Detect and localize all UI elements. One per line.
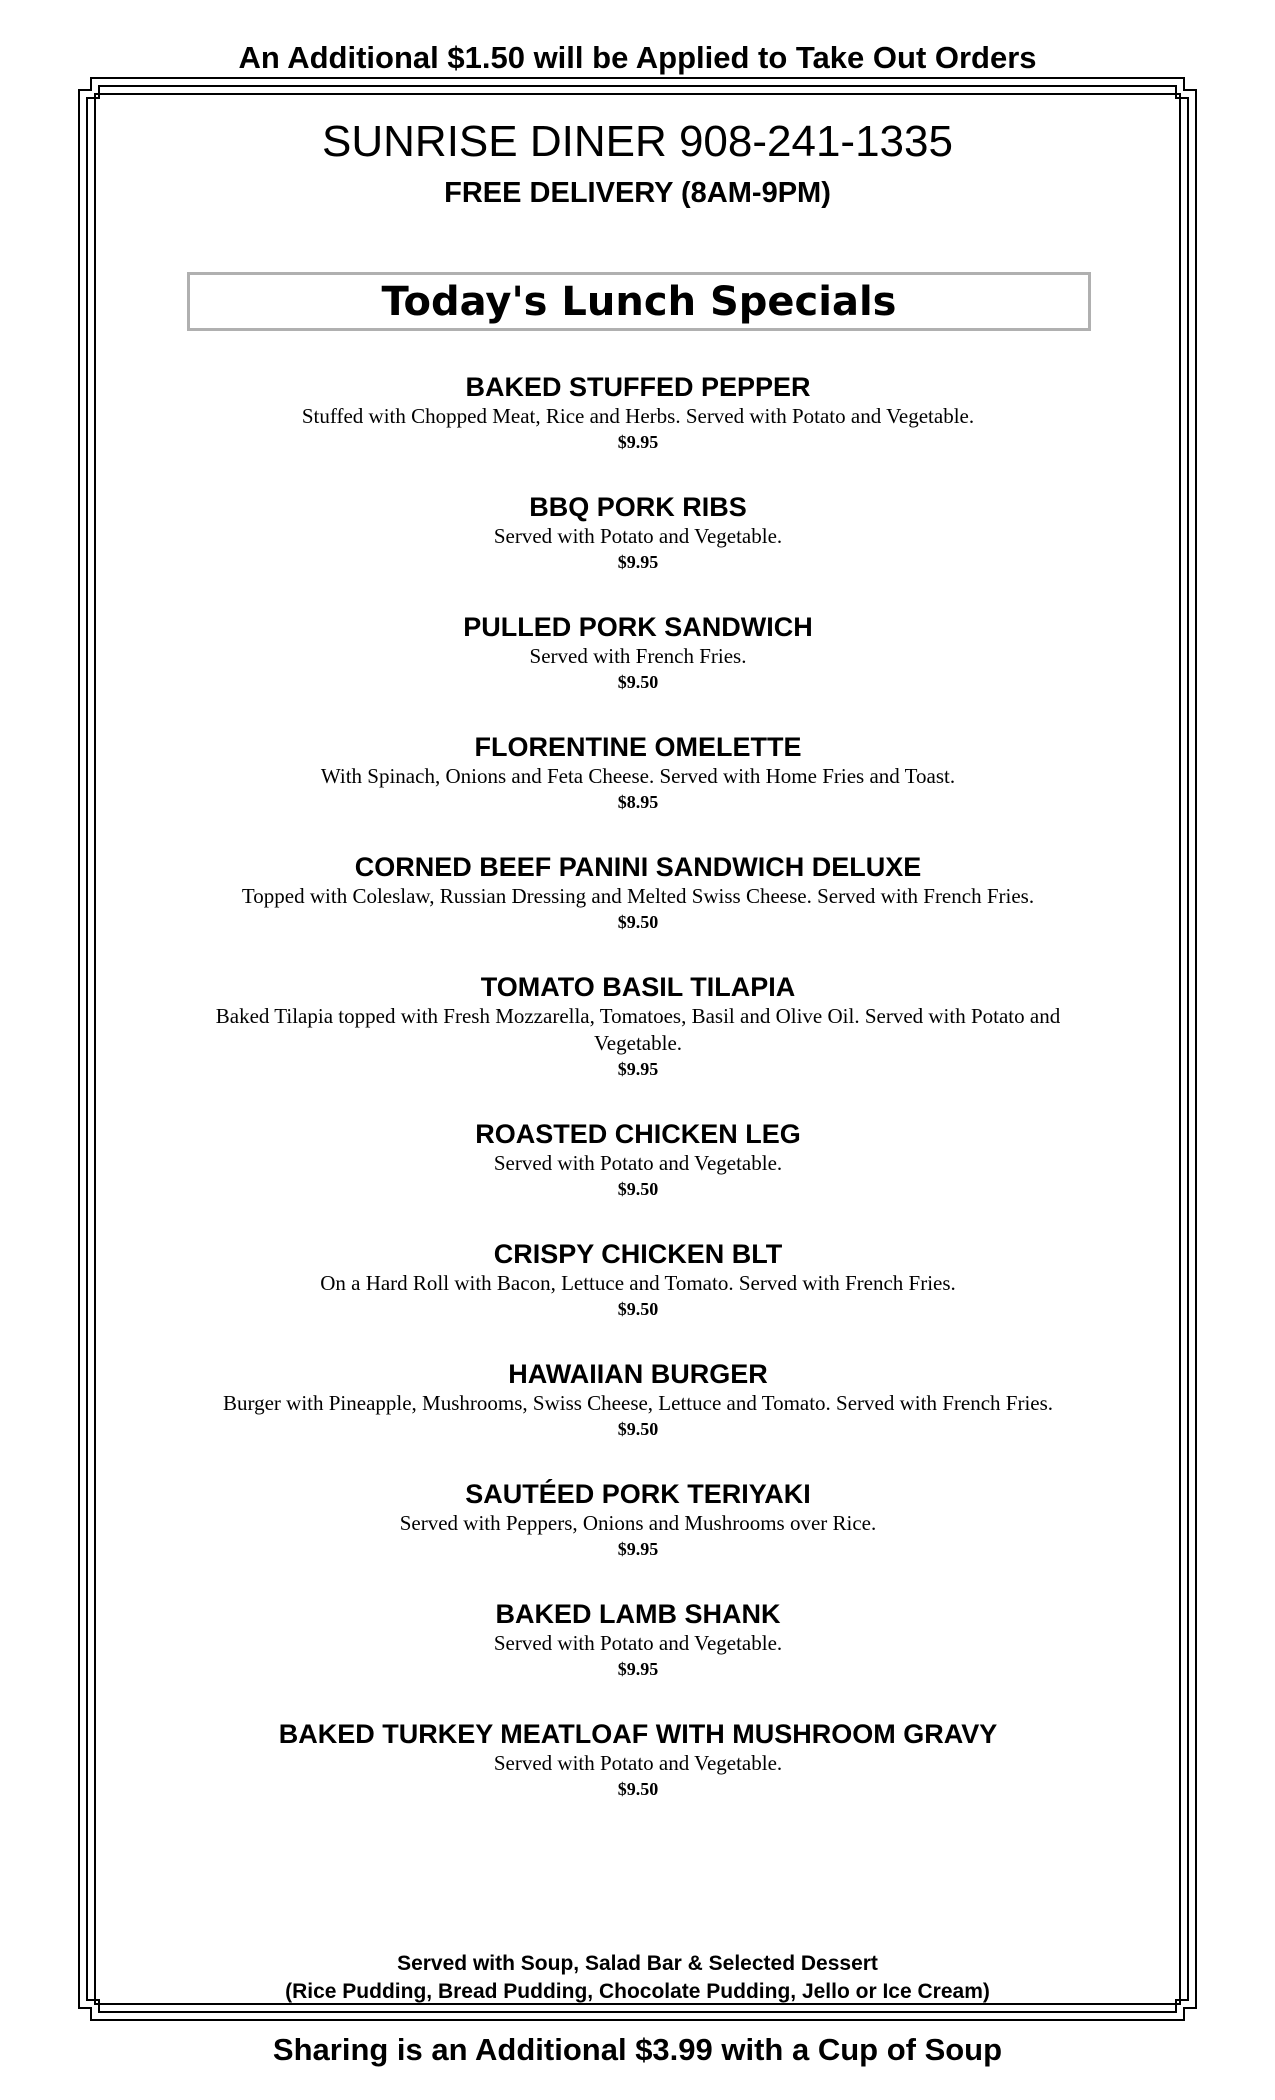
menu-item xyxy=(190,971,1086,1082)
menu-item-price: $9.95 xyxy=(617,1659,659,1679)
dessert-options-line: (Rice Pudding, Bread Pudding, Chocolate Pudding, Jello or Ice Cream) xyxy=(285,1980,990,2003)
menu-item xyxy=(190,611,1086,695)
menu-item-title: CORNED BEEF PANINI SANDWICH DELUXE xyxy=(354,852,922,882)
menu-item-price: $9.50 xyxy=(617,672,659,692)
menu-item-price: $9.50 xyxy=(617,1299,659,1319)
menu-item-title: BAKED TURKEY MEATLOAF WITH MUSHROOM GRAVY xyxy=(278,1719,998,1749)
menu-item xyxy=(190,1598,1086,1682)
menu-item xyxy=(190,1118,1086,1202)
specials-title: Today's Lunch Specials xyxy=(381,278,897,325)
specials-heading xyxy=(187,272,1091,331)
menu-item-description: Served with French Fries. xyxy=(529,644,747,668)
menu-item-description: On a Hard Roll with Bacon, Lettuce and Tomato. Served with French Fries. xyxy=(320,1271,956,1295)
restaurant-header xyxy=(0,115,1275,211)
restaurant-name-phone: SUNRISE DINER 908-241-1335 xyxy=(322,117,953,166)
menu-item-price: $9.95 xyxy=(617,1059,659,1079)
takeout-notice: An Additional $1.50 will be Applied to Take Out Orders xyxy=(238,40,1037,75)
menu-item-title: SAUTÉED PORK TERIYAKI xyxy=(465,1479,811,1509)
menu-item-description: Served with Potato and Vegetable. xyxy=(493,1631,783,1655)
menu-item-description: Served with Peppers, Onions and Mushrooms over Rice. xyxy=(399,1511,877,1535)
menu-item-price: $9.50 xyxy=(617,912,659,932)
menu-item-description: Topped with Coleslaw, Russian Dressing and Melted Swiss Cheese. Served with French Fries. xyxy=(241,884,1035,908)
menu-item-price: $8.95 xyxy=(617,792,659,812)
menu-item-description: Served with Potato and Vegetable. xyxy=(493,524,783,548)
menu-item xyxy=(190,491,1086,575)
menu-item-price: $9.50 xyxy=(617,1419,659,1439)
menu-item-title: TOMATO BASIL TILAPIA xyxy=(480,972,796,1002)
menu-item-description: Burger with Pineapple, Mushrooms, Swiss Cheese, Lettuce and Tomato. Served with French Fries. xyxy=(222,1391,1054,1415)
menu-item-title: FLORENTINE OMELETTE xyxy=(474,732,802,762)
menu-items-list xyxy=(190,371,1086,1838)
included-sides-note xyxy=(0,1950,1275,2006)
menu-item-description: Baked Tilapia topped with Fresh Mozzarella, Tomatoes, Basil and Olive Oil. Served with Potato and Vegetable. xyxy=(215,1004,1061,1055)
menu-item xyxy=(190,1238,1086,1322)
menu-item-title: BAKED STUFFED PEPPER xyxy=(465,372,811,402)
menu-item-title: PULLED PORK SANDWICH xyxy=(463,612,813,642)
menu-item-price: $9.95 xyxy=(617,432,659,452)
delivery-hours: FREE DELIVERY (8AM-9PM) xyxy=(444,177,831,209)
menu-item-title: ROASTED CHICKEN LEG xyxy=(475,1119,801,1149)
menu-item-title: HAWAIIAN BURGER xyxy=(508,1359,768,1389)
menu-item xyxy=(190,1358,1086,1442)
menu-item-description: Served with Potato and Vegetable. xyxy=(493,1751,783,1775)
menu-item-price: $9.50 xyxy=(617,1179,659,1199)
menu-item-price: $9.50 xyxy=(617,1779,659,1799)
menu-item-description: Served with Potato and Vegetable. xyxy=(493,1151,783,1175)
menu-item xyxy=(190,731,1086,815)
included-sides-line: Served with Soup, Salad Bar & Selected Dessert xyxy=(397,1952,878,1975)
menu-item xyxy=(190,371,1086,455)
menu-item-price: $9.95 xyxy=(617,1539,659,1559)
menu-item-title: BBQ PORK RIBS xyxy=(529,492,747,522)
menu-item-description: With Spinach, Onions and Feta Cheese. Served with Home Fries and Toast. xyxy=(320,764,956,788)
menu-item-title: CRISPY CHICKEN BLT xyxy=(493,1239,783,1269)
menu-item-price: $9.95 xyxy=(617,552,659,572)
menu-item-description: Stuffed with Chopped Meat, Rice and Herbs. Served with Potato and Vegetable. xyxy=(301,404,975,428)
menu-item-title: BAKED LAMB SHANK xyxy=(495,1599,781,1629)
menu-item xyxy=(190,1718,1086,1802)
menu-item xyxy=(190,851,1086,935)
sharing-notice: Sharing is an Additional $3.99 with a Cup of Soup xyxy=(272,2032,1003,2067)
menu-item xyxy=(190,1478,1086,1562)
